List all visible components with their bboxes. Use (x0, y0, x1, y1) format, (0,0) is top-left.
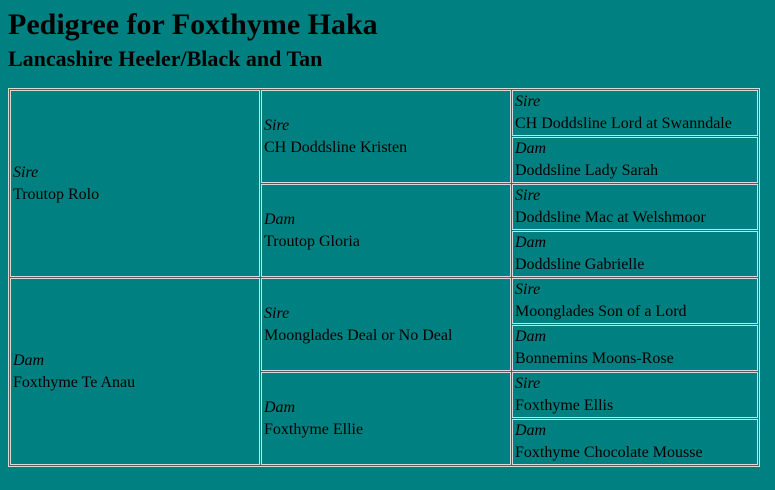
ancestor-role-label: Dam (515, 140, 547, 157)
dam-name: Foxthyme Te Anau (13, 373, 136, 391)
ancestor-name: Foxthyme Chocolate Mousse (515, 444, 703, 461)
ancestor-role-label: Dam (515, 328, 547, 345)
paternal-grandsire-role-label: Sire (264, 116, 290, 134)
maternal-granddam-cell (261, 372, 511, 465)
ancestor-cell-6 (512, 325, 758, 371)
ancestor-cell-8 (512, 419, 758, 465)
sire-cell (10, 90, 260, 277)
pedigree-row (10, 278, 758, 324)
ancestor-name: CH Doddsline Lord at Swanndale (515, 115, 732, 132)
paternal-grandsire-name: CH Doddsline Kristen (264, 138, 408, 156)
ancestor-name: Doddsline Gabrielle (515, 256, 645, 273)
ancestor-role-label: Dam (515, 422, 547, 439)
ancestor-name: Bonnemins Moons-Rose (515, 350, 674, 367)
sire-role-label: Sire (13, 163, 39, 181)
ancestor-role-label: Sire (515, 281, 541, 298)
sire-name: Troutop Rolo (13, 185, 100, 203)
ancestor-name: Moonglades Son of a Lord (515, 303, 687, 320)
pedigree-table (8, 88, 760, 467)
paternal-granddam-role-label: Dam (264, 210, 296, 228)
ancestor-cell-5 (512, 278, 758, 324)
ancestor-role-label: Sire (515, 93, 541, 110)
paternal-grandsire-cell (261, 90, 511, 183)
ancestor-name: Doddsline Lady Sarah (515, 162, 659, 179)
dam-role-label: Dam (13, 351, 45, 369)
ancestor-cell-1 (512, 90, 758, 136)
ancestor-role-label: Sire (515, 187, 541, 204)
paternal-granddam-cell (261, 184, 511, 277)
ancestor-role-label: Sire (515, 375, 541, 392)
maternal-granddam-role-label: Dam (264, 398, 296, 416)
ancestor-cell-7 (512, 372, 758, 418)
page-title: Pedigree for Foxthyme Haka (8, 8, 378, 41)
ancestor-cell-4 (512, 231, 758, 277)
maternal-grandsire-role-label: Sire (264, 304, 290, 322)
ancestor-cell-3 (512, 184, 758, 230)
ancestor-name: Doddsline Mac at Welshmoor (515, 209, 706, 226)
paternal-granddam-name: Troutop Gloria (264, 232, 360, 250)
maternal-grandsire-name: Moonglades Deal or No Deal (264, 326, 453, 344)
ancestor-role-label: Dam (515, 234, 547, 251)
maternal-granddam-name: Foxthyme Ellie (264, 420, 364, 438)
ancestor-name: Foxthyme Ellis (515, 397, 614, 414)
ancestor-cell-2 (512, 137, 758, 183)
dam-cell (10, 278, 260, 465)
maternal-grandsire-cell (261, 278, 511, 371)
page-subtitle: Lancashire Heeler/Black and Tan (8, 46, 323, 71)
pedigree-row (10, 90, 758, 136)
